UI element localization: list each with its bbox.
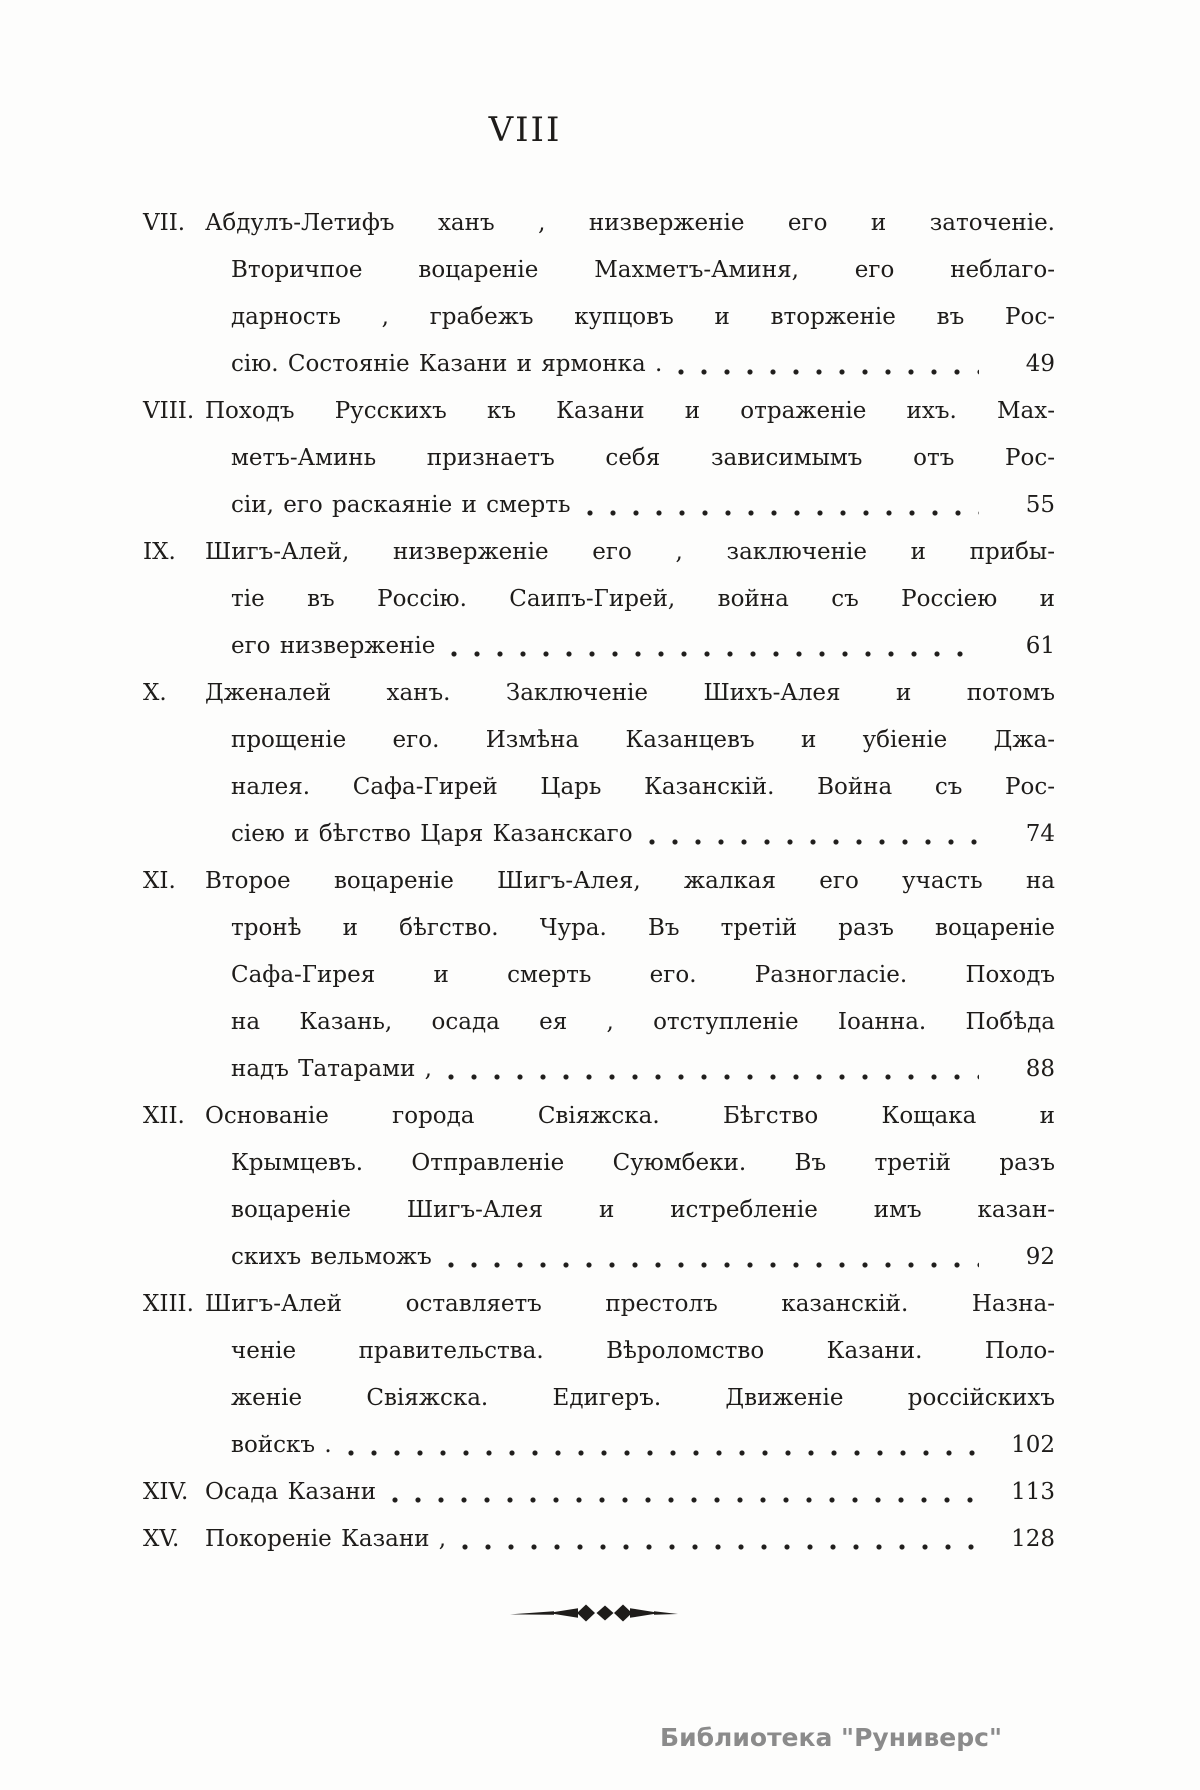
toc-page-number: 88 xyxy=(1025,1056,1055,1082)
divider-ornament-icon xyxy=(508,1601,680,1625)
toc-entry xyxy=(143,388,1055,529)
toc-entry-last-text: сіею и бѣгство Царя Казанскаго xyxy=(231,821,633,847)
toc-entry-line: Основаніе города Свіяжска. Бѣгство Кощака и xyxy=(205,1103,1055,1129)
dot-leader xyxy=(435,623,989,670)
toc-entry-last-line xyxy=(205,341,1055,388)
toc-entry-numeral: XII. xyxy=(143,1103,185,1129)
toc-entry-line: тіе въ Россію. Саипъ-Гирей, война съ Россіею и xyxy=(231,586,1055,612)
toc-entry-last-text: скихъ вельможъ xyxy=(231,1244,432,1270)
toc-page-number: 61 xyxy=(1025,633,1055,659)
dot-leader xyxy=(432,1046,989,1093)
toc-entry-line: Крымцевъ. Отправленіе Суюмбеки. Въ третій разъ xyxy=(231,1150,1055,1176)
watermark: Библиотека "Руниверс" xyxy=(660,1723,1002,1752)
toc-entry xyxy=(143,858,1055,1093)
dot-leader xyxy=(446,1516,989,1563)
toc-entry-line: Сафа-Гирея и смерть его. Разногласіе. Походъ xyxy=(231,962,1055,988)
toc-entry xyxy=(143,200,1055,388)
toc-entry-numeral: VII. xyxy=(143,210,186,236)
toc-entry-line: Шигъ-Алей оставляетъ престолъ казанскій. Назна- xyxy=(205,1291,1055,1317)
toc-entry-numeral: XIII. xyxy=(143,1291,194,1317)
dot-leader xyxy=(376,1469,989,1516)
toc-entry-line: Дженалей ханъ. Заключеніе Шихъ-Алея и потомъ xyxy=(205,680,1055,706)
toc-entry xyxy=(143,1469,1055,1516)
toc-page-number: 55 xyxy=(1025,492,1055,518)
toc-entry-numeral: IX. xyxy=(143,539,176,565)
toc-entry-last-line xyxy=(205,811,1055,858)
toc-entry-last-text: войскъ . xyxy=(231,1432,332,1458)
toc-entry-line: воцареніе Шигъ-Алея и истребленіе имъ казан- xyxy=(231,1197,1055,1223)
toc-page-number: 49 xyxy=(1025,351,1055,377)
toc-entry-line: налея. Сафа-Гирей Царь Казанскій. Война съ Рос- xyxy=(231,774,1055,800)
toc-entry-numeral: XV. xyxy=(143,1526,180,1552)
toc-entry-line: женіе Свіяжска. Едигеръ. Движеніе россійскихъ xyxy=(231,1385,1055,1411)
toc-entries xyxy=(143,200,1055,1563)
toc-entry xyxy=(143,1093,1055,1281)
toc-entry-line: метъ-Аминь признаетъ себя зависимымъ отъ Рос- xyxy=(231,445,1055,471)
toc-entry-last-line xyxy=(205,1234,1055,1281)
toc-page-number: 102 xyxy=(1011,1432,1055,1458)
toc-entry-last-line xyxy=(205,1046,1055,1093)
toc-entry-line: ченіе правительства. Вѣроломство Казани. Поло- xyxy=(231,1338,1055,1364)
toc-page-number: 128 xyxy=(1011,1526,1055,1552)
dot-leader xyxy=(633,811,989,858)
toc-entry-last-text: сіи, его раскаяніе и смерть xyxy=(231,492,571,518)
toc-page-number: 74 xyxy=(1025,821,1055,847)
toc-entry-line: Вторичпое воцареніе Махметъ-Аминя, его неблаго- xyxy=(231,257,1055,283)
toc-entry-last-line xyxy=(205,1469,1055,1516)
toc-entry-last-line xyxy=(205,1516,1055,1563)
toc-entry xyxy=(143,670,1055,858)
toc-entry-line: Походъ Русскихъ къ Казани и отраженіе ихъ. Мах- xyxy=(205,398,1055,424)
toc-entry-line: тронѣ и бѣгство. Чура. Въ третій разъ воцареніе xyxy=(231,915,1055,941)
toc-entry-numeral: VIII. xyxy=(143,398,195,424)
toc-entry-line: Второе воцареніе Шигъ-Алея, жалкая его участь на xyxy=(205,868,1055,894)
toc-entry-last-line xyxy=(205,482,1055,529)
toc-entry-numeral: XIV. xyxy=(143,1479,189,1505)
toc-entry xyxy=(143,529,1055,670)
toc-entry-last-text: сію. Состояніе Казани и ярмонка . xyxy=(231,351,663,377)
toc-page-number: 113 xyxy=(1011,1479,1055,1505)
toc-entry-line: на Казань, осада ея , отступленіе Іоанна. Побѣда xyxy=(231,1009,1055,1035)
toc-entry-last-text: его низверженіе xyxy=(231,633,436,659)
dot-leader xyxy=(332,1422,989,1469)
toc-entry-line: прощеніе его. Измѣна Казанцевъ и убіеніе Джа- xyxy=(231,727,1055,753)
dot-leader xyxy=(571,482,989,529)
page-header-numeral: VIII xyxy=(488,110,562,150)
dot-leader xyxy=(432,1234,989,1281)
toc-entry xyxy=(143,1516,1055,1563)
toc-entry xyxy=(143,1281,1055,1469)
toc-entry-line: Абдулъ-Летифъ ханъ , низверженіе его и заточеніе. xyxy=(205,210,1055,236)
toc-entry-numeral: XI. xyxy=(143,868,176,894)
dot-leader xyxy=(662,341,989,388)
toc-entry-line: дарность , грабежъ купцовъ и вторженіе въ Рос- xyxy=(231,304,1055,330)
toc-entry-numeral: X. xyxy=(143,680,167,706)
toc-entry-last-text: надъ Татарами , xyxy=(231,1056,432,1082)
toc-entry-line: Шигъ-Алей, низверженіе его , заключеніе и прибы- xyxy=(205,539,1055,565)
toc-entry-last-text: Осада Казани xyxy=(205,1479,377,1505)
toc-entry-last-line xyxy=(205,1422,1055,1469)
toc-page-number: 92 xyxy=(1025,1244,1055,1270)
toc-entry-last-line xyxy=(205,623,1055,670)
toc-entry-last-text: Покореніе Казани , xyxy=(205,1526,447,1552)
